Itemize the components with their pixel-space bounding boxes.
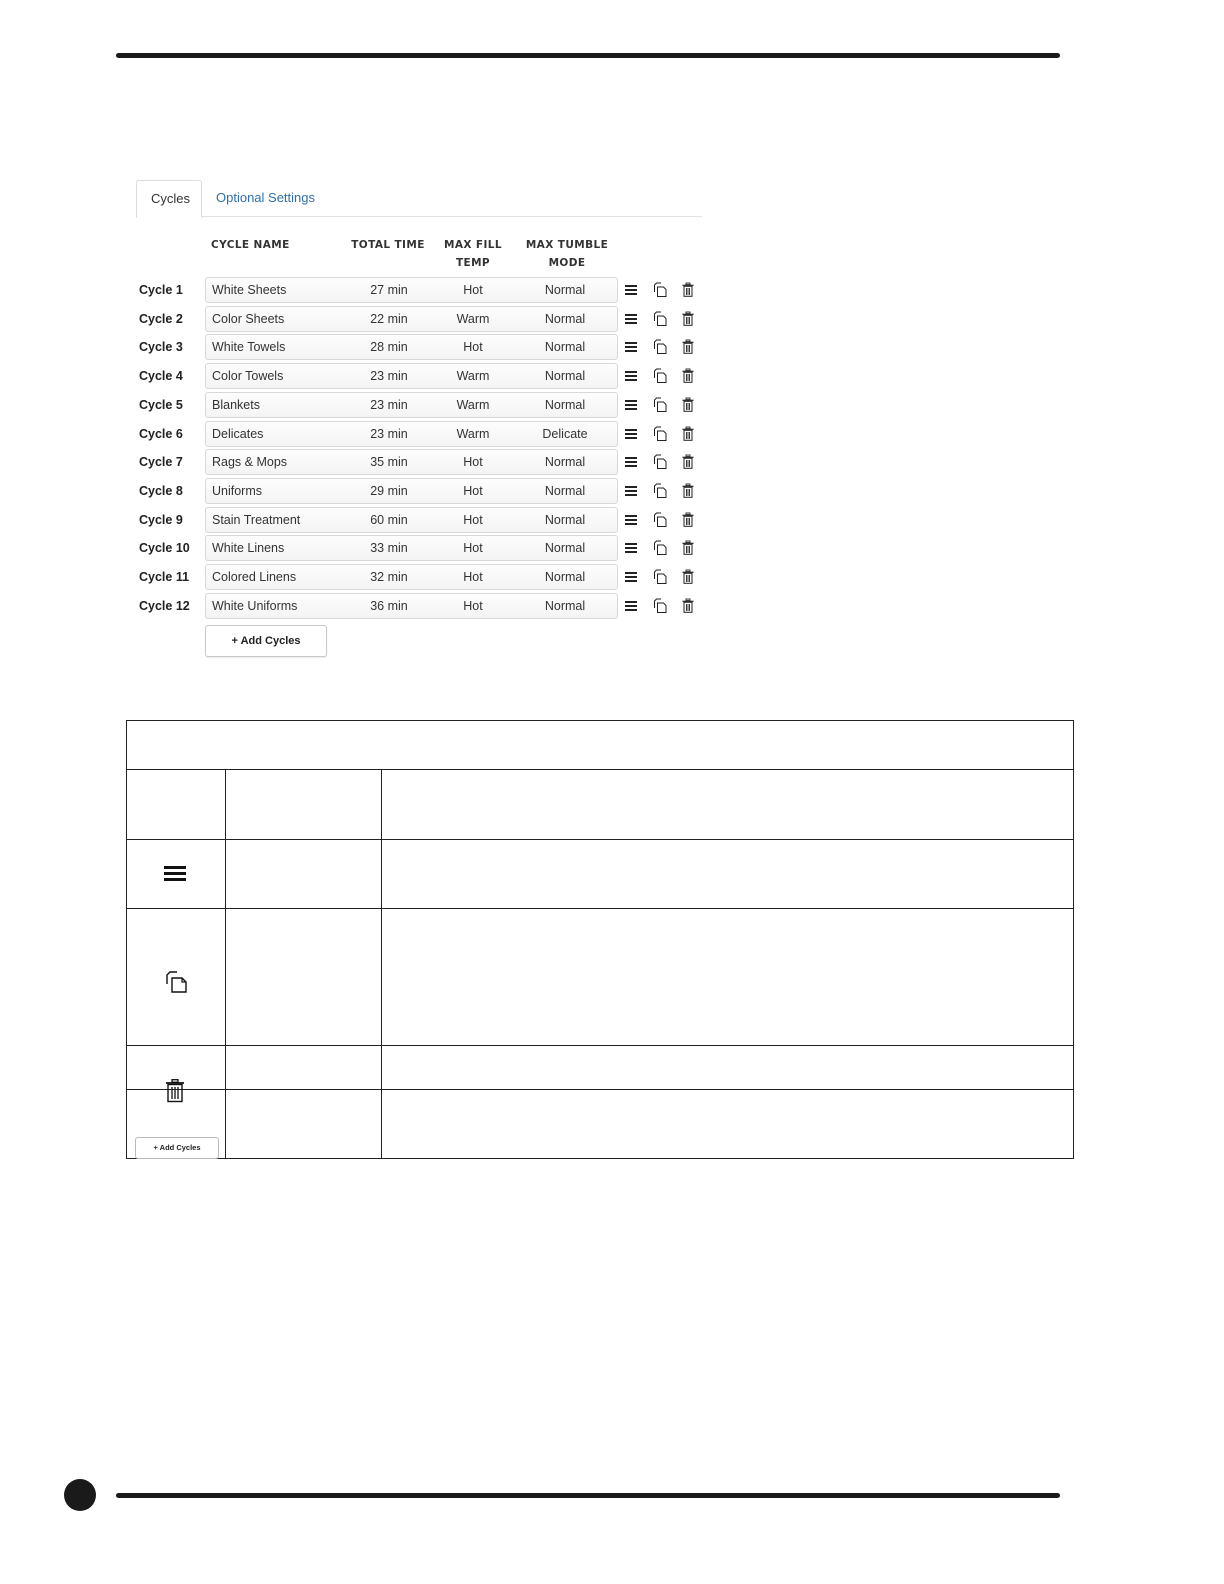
cycle-max-fill-temp[interactable]: Hot bbox=[463, 513, 483, 527]
cycle-name[interactable]: White Towels bbox=[212, 340, 286, 354]
cycle-fields[interactable] bbox=[205, 334, 618, 360]
cycle-label: Cycle 1 bbox=[139, 283, 183, 297]
cycle-fields[interactable] bbox=[205, 392, 618, 418]
menu-icon bbox=[164, 865, 186, 883]
tab-bar bbox=[136, 180, 702, 217]
cycle-max-tumble-mode[interactable]: Normal bbox=[544, 398, 586, 412]
cycle-total-time[interactable]: 22 min bbox=[370, 312, 408, 326]
cycle-row bbox=[136, 334, 702, 360]
cycle-label: Cycle 10 bbox=[139, 541, 190, 555]
column-header-max-tumble-mode bbox=[519, 236, 615, 272]
cycle-max-tumble-mode[interactable]: Normal bbox=[544, 599, 586, 613]
menu-icon[interactable] bbox=[624, 540, 638, 556]
cycle-max-tumble-mode[interactable]: Normal bbox=[544, 513, 586, 527]
cycle-row bbox=[136, 449, 702, 475]
bottom-rule bbox=[116, 1493, 1060, 1498]
cycle-max-fill-temp[interactable]: Warm bbox=[456, 312, 490, 326]
cycle-max-fill-temp[interactable]: Hot bbox=[463, 283, 483, 297]
legend-divider bbox=[127, 769, 1073, 770]
cycle-row bbox=[136, 421, 702, 447]
cycle-max-fill-temp[interactable]: Hot bbox=[463, 455, 483, 469]
copy-icon[interactable] bbox=[653, 454, 667, 470]
trash-icon[interactable] bbox=[681, 368, 695, 384]
cycle-total-time[interactable]: 60 min bbox=[370, 513, 408, 527]
menu-icon[interactable] bbox=[624, 454, 638, 470]
cycle-max-tumble-mode[interactable]: Normal bbox=[544, 484, 586, 498]
trash-icon[interactable] bbox=[681, 339, 695, 355]
cycle-name[interactable]: Stain Treatment bbox=[212, 513, 301, 527]
column-header-cycle-name: CYCLE NAME bbox=[211, 239, 290, 251]
cycle-row bbox=[136, 277, 702, 303]
legend-add-cycles-button: + Add Cycles bbox=[135, 1137, 219, 1159]
cycle-max-tumble-mode[interactable]: Normal bbox=[544, 340, 586, 354]
trash-icon[interactable] bbox=[681, 397, 695, 413]
cycle-max-fill-temp[interactable]: Warm bbox=[456, 427, 490, 441]
cycle-label: Cycle 5 bbox=[139, 398, 183, 412]
column-header-total-time: TOTAL TIME bbox=[351, 239, 425, 251]
cycle-max-tumble-mode[interactable]: Delicate bbox=[542, 427, 588, 441]
cycle-name[interactable]: Rags & Mops bbox=[212, 455, 288, 469]
cycle-max-tumble-mode[interactable]: Normal bbox=[544, 283, 586, 297]
menu-icon[interactable] bbox=[624, 512, 638, 528]
top-rule bbox=[116, 53, 1060, 58]
cycle-max-fill-temp[interactable]: Hot bbox=[463, 484, 483, 498]
page-number-marker bbox=[64, 1479, 96, 1511]
cycle-row bbox=[136, 478, 702, 504]
cycle-label: Cycle 11 bbox=[139, 570, 190, 584]
menu-icon[interactable] bbox=[624, 598, 638, 614]
cycle-name[interactable]: White Sheets bbox=[212, 283, 287, 297]
cycle-max-fill-temp[interactable]: Hot bbox=[463, 599, 483, 613]
trash-icon bbox=[165, 1079, 185, 1103]
cycle-max-tumble-mode[interactable]: Normal bbox=[544, 541, 586, 555]
column-header-max-fill-temp bbox=[433, 236, 513, 272]
cycle-row bbox=[136, 507, 702, 533]
cycle-fields[interactable] bbox=[205, 507, 618, 533]
legend-divider bbox=[127, 1089, 1073, 1090]
copy-icon[interactable] bbox=[653, 512, 667, 528]
cycle-total-time[interactable]: 33 min bbox=[370, 541, 408, 555]
cycle-fields[interactable] bbox=[205, 449, 618, 475]
trash-icon[interactable] bbox=[681, 426, 695, 442]
cycle-fields[interactable] bbox=[205, 306, 618, 332]
column-header-max-fill-temp-line2: TEMP bbox=[455, 257, 491, 269]
trash-icon[interactable] bbox=[681, 540, 695, 556]
cycle-total-time[interactable]: 28 min bbox=[370, 340, 408, 354]
menu-icon[interactable] bbox=[624, 397, 638, 413]
cycle-fields[interactable] bbox=[205, 593, 618, 619]
trash-icon[interactable] bbox=[681, 512, 695, 528]
copy-icon[interactable] bbox=[653, 598, 667, 614]
cycle-max-fill-temp[interactable]: Hot bbox=[463, 541, 483, 555]
cycle-name[interactable]: Colored Linens bbox=[212, 570, 297, 584]
cycle-max-fill-temp[interactable]: Warm bbox=[456, 398, 490, 412]
menu-icon[interactable] bbox=[624, 282, 638, 298]
cycle-name[interactable]: Blankets bbox=[212, 398, 260, 412]
cycle-fields[interactable] bbox=[205, 535, 618, 561]
legend-divider bbox=[127, 839, 1073, 840]
add-cycles-button[interactable]: + Add Cycles bbox=[205, 625, 327, 657]
trash-icon[interactable] bbox=[681, 598, 695, 614]
copy-icon[interactable] bbox=[653, 540, 667, 556]
cycle-fields[interactable] bbox=[205, 277, 618, 303]
trash-icon[interactable] bbox=[681, 454, 695, 470]
tab-cycles[interactable]: Cycles bbox=[136, 180, 202, 218]
copy-icon bbox=[165, 971, 187, 993]
copy-icon[interactable] bbox=[653, 397, 667, 413]
cycle-label: Cycle 2 bbox=[139, 312, 183, 326]
copy-icon[interactable] bbox=[653, 339, 667, 355]
cycle-max-tumble-mode[interactable]: Normal bbox=[544, 369, 586, 383]
cycle-row bbox=[136, 593, 702, 619]
menu-icon[interactable] bbox=[624, 483, 638, 499]
cycle-max-tumble-mode[interactable]: Normal bbox=[544, 570, 586, 584]
column-header-max-tumble-mode-line1: MAX TUMBLE bbox=[525, 239, 609, 251]
cycle-max-tumble-mode[interactable]: Normal bbox=[544, 312, 586, 326]
cycle-row bbox=[136, 306, 702, 332]
cycle-total-time[interactable]: 23 min bbox=[370, 427, 408, 441]
cycles-screenshot bbox=[136, 180, 702, 670]
cycle-name[interactable]: Color Towels bbox=[212, 369, 284, 383]
menu-icon[interactable] bbox=[624, 569, 638, 585]
cycle-row bbox=[136, 535, 702, 561]
copy-icon[interactable] bbox=[653, 483, 667, 499]
trash-icon[interactable] bbox=[681, 483, 695, 499]
cycle-max-fill-temp[interactable]: Warm bbox=[456, 369, 490, 383]
cycle-row bbox=[136, 392, 702, 418]
copy-icon[interactable] bbox=[653, 368, 667, 384]
tab-optional-settings[interactable]: Optional Settings bbox=[216, 190, 316, 205]
trash-icon[interactable] bbox=[681, 569, 695, 585]
cycle-row bbox=[136, 564, 702, 590]
cycle-name[interactable]: Color Sheets bbox=[212, 312, 285, 326]
cycle-max-fill-temp[interactable]: Hot bbox=[463, 570, 483, 584]
trash-icon[interactable] bbox=[681, 282, 695, 298]
cycle-name[interactable]: Delicates bbox=[212, 427, 264, 441]
cycle-row bbox=[136, 363, 702, 389]
cycle-label: Cycle 3 bbox=[139, 340, 183, 354]
cycle-label: Cycle 12 bbox=[139, 599, 190, 613]
cycle-total-time[interactable]: 36 min bbox=[370, 599, 408, 613]
legend-divider bbox=[127, 1045, 1073, 1046]
cycle-total-time[interactable]: 23 min bbox=[370, 398, 408, 412]
icon-legend-table bbox=[126, 720, 1074, 1159]
cycle-label: Cycle 7 bbox=[139, 455, 183, 469]
column-header-max-tumble-mode-line2: MODE bbox=[548, 257, 586, 269]
column-header-max-fill-temp-line1: MAX FILL bbox=[444, 239, 502, 251]
legend-divider bbox=[127, 908, 1073, 909]
cycle-name[interactable]: White Linens bbox=[212, 541, 285, 555]
cycle-total-time[interactable]: 35 min bbox=[370, 455, 408, 469]
legend-col-divider bbox=[225, 769, 226, 1158]
cycle-fields[interactable] bbox=[205, 363, 618, 389]
cycle-label: Cycle 8 bbox=[139, 484, 183, 498]
cycle-total-time[interactable]: 27 min bbox=[370, 283, 408, 297]
cycle-label: Cycle 4 bbox=[139, 369, 183, 383]
cycle-total-time[interactable]: 32 min bbox=[370, 570, 408, 584]
cycle-name[interactable]: White Uniforms bbox=[212, 599, 298, 613]
cycle-fields[interactable] bbox=[205, 564, 618, 590]
copy-icon[interactable] bbox=[653, 569, 667, 585]
cycle-max-fill-temp[interactable]: Hot bbox=[463, 340, 483, 354]
menu-icon[interactable] bbox=[624, 339, 638, 355]
menu-icon[interactable] bbox=[624, 311, 638, 327]
cycle-fields[interactable] bbox=[205, 421, 618, 447]
cycle-label: Cycle 6 bbox=[139, 427, 183, 441]
menu-icon[interactable] bbox=[624, 426, 638, 442]
legend-col-divider bbox=[381, 769, 382, 1158]
cycle-fields[interactable] bbox=[205, 478, 618, 504]
copy-icon[interactable] bbox=[653, 311, 667, 327]
copy-icon[interactable] bbox=[653, 282, 667, 298]
cycle-name[interactable]: Uniforms bbox=[212, 484, 263, 498]
cycle-max-tumble-mode[interactable]: Normal bbox=[544, 455, 586, 469]
cycle-total-time[interactable]: 23 min bbox=[370, 369, 408, 383]
trash-icon[interactable] bbox=[681, 311, 695, 327]
copy-icon[interactable] bbox=[653, 426, 667, 442]
menu-icon[interactable] bbox=[624, 368, 638, 384]
cycle-total-time[interactable]: 29 min bbox=[370, 484, 408, 498]
cycle-label: Cycle 9 bbox=[139, 513, 183, 527]
